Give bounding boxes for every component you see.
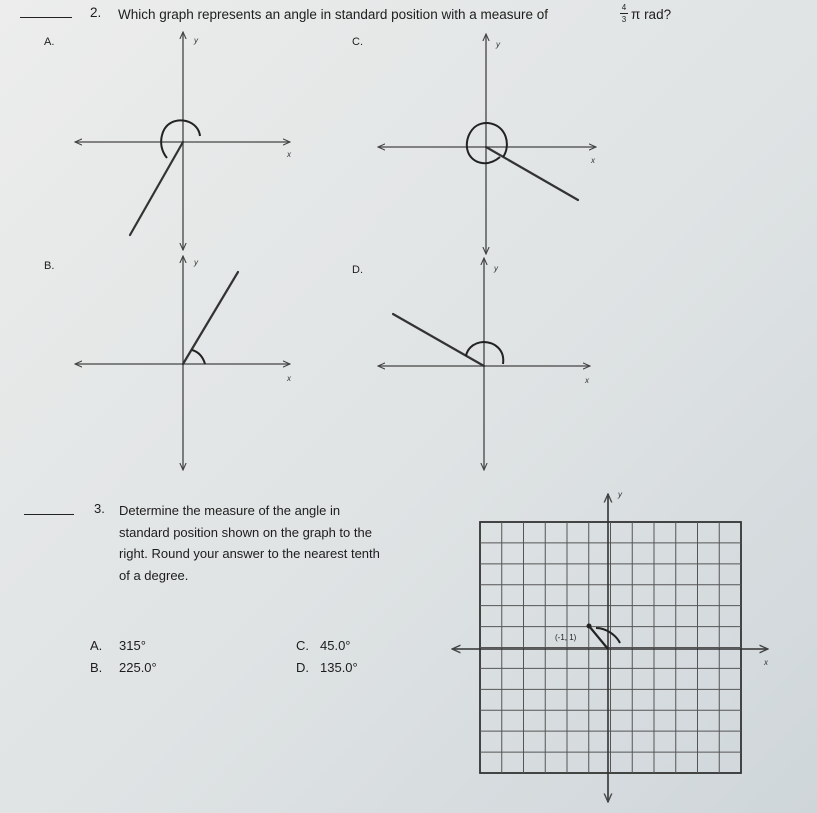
q2-text: Which graph represents an angle in standard position with a measure of [118,7,548,22]
graph-c-terminal-side [486,147,578,200]
q2-number: 2. [90,5,102,20]
graph-a-terminal-side [130,142,183,235]
q2-fraction-numerator: 4 [621,3,627,12]
q3-choice-b-value[interactable]: 225.0° [119,660,157,675]
graph-a-angle-arc [161,120,200,158]
graph-b-terminal-side [183,272,238,364]
q3-choice-c-letter: C. [296,638,309,653]
graph-a[interactable] [75,32,290,250]
q3-line-1: Determine the measure of the angle in [119,503,341,518]
graph-c-angle-arc [467,123,507,163]
graph-d-terminal-side [393,314,484,366]
graph-c-y-label: y [496,40,500,49]
graph-b-x-label: x [287,374,291,383]
graph-b-y-label: y [194,258,198,267]
option-b-label: B. [44,260,55,272]
q3-grid [452,494,768,802]
q3-choice-d-letter: D. [296,660,309,675]
graph-b[interactable] [75,256,290,470]
q3-choice-a-letter: A. [90,638,103,653]
graph-c-x-label: x [591,156,595,165]
graph-d-x-label: x [585,376,589,385]
graph-d[interactable] [378,258,590,470]
q3-y-label: y [618,490,622,499]
option-d-label: D. [352,264,363,276]
q2-text-end: π rad? [631,7,672,22]
option-a-label: A. [44,36,55,48]
graph-b-angle-arc [192,350,205,364]
option-c-label: C. [352,36,363,48]
q3-choice-d-value[interactable]: 135.0° [320,660,358,675]
graph-a-x-label: x [287,150,291,159]
q2-fraction-denominator: 3 [621,15,627,24]
q3-line-3: right. Round your answer to the nearest tenth [119,546,380,561]
graph-a-y-label: y [194,36,198,45]
q3-line-2: standard position shown on the graph to the [119,524,372,540]
q3-line-4: of a degree. [119,567,189,583]
answer-blank-q3[interactable] [24,514,74,515]
q3-choice-c-value[interactable]: 45.0° [320,638,351,653]
q3-text [119,500,449,586]
q3-number: 3. [94,501,105,516]
q3-x-label: x [764,658,768,667]
q3-point [587,624,592,629]
q3-point-label: (-1, 1) [555,633,577,642]
graph-c[interactable] [378,34,596,254]
q3-choice-a-value[interactable]: 315° [119,638,146,653]
q3-choice-b-letter: B. [90,660,103,675]
graph-d-y-label: y [494,264,498,273]
